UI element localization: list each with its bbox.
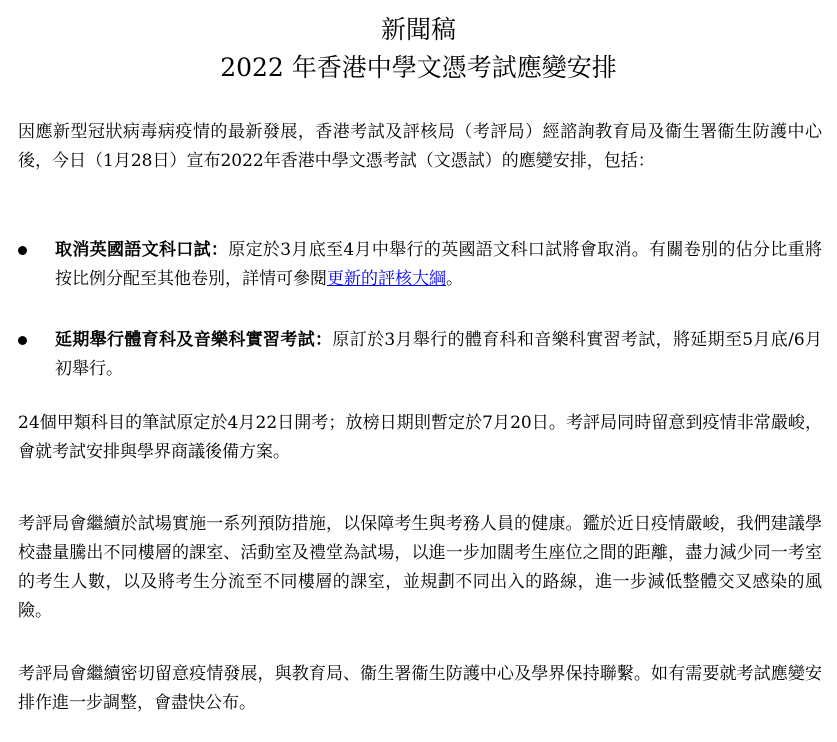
bullet-item-cancel-oral [18,236,822,294]
bullet-body-end: 。 [446,269,463,289]
bullet-heading: 延期舉行體育科及音樂科實習考試： [55,330,333,350]
bullet-body: 原訂於3月舉行的體育科和音樂科實習考試，將延期至5月底/6月初舉行。 [55,330,822,379]
bullet-heading: 取消英國語文科口試： [55,240,229,260]
bullet-body: 原定於3月底至4月中舉行的英國語文科口試將會取消。有關卷別的佔分比重將按比例分配至其他卷別，詳情可參閱 [55,240,822,289]
bullet-dot-icon [18,246,27,255]
bullet-dot-icon [18,336,27,345]
intro-paragraph: 因應新型冠狀病毒病疫情的最新發展，香港考試及評核局（考評局）經諮詢教育局及衞生署衞生防護中心後，今日（1月28日）宣布2022年香港中學文憑考試（文憑試）的應變安排，包括： [18,122,822,171]
bullet-text [55,236,822,294]
bullet-text [55,326,822,384]
paragraph-monitoring: 考評局會繼續密切留意疫情發展，與教育局、衞生署衞生防護中心及學界保持聯繫。如有需要就考試應變安排作進一步調整，會盡快公布。 [18,664,822,713]
bullet-item-postpone-practical [18,326,822,384]
updated-assessment-framework-link[interactable]: 更新的評核大綱 [327,269,446,289]
page-subtitle: 2022 年香港中學文憑考試應變安排 [220,53,617,82]
page-title: 新聞稿 [380,15,456,44]
paragraph-preventive-measures: 考評局會繼續於試場實施一系列預防措施，以保障考生與考務人員的健康。鑑於近日疫情嚴峻，我們建議學校盡量騰出不同樓層的課室、活動室及禮堂為試場，以進一步加闊考生座位之間的距離，盡力減少同一考室的考生人數，以及將考生分流至不同樓層的課室，並規劃不同出入的路線，進一步減低整體交叉感染的風險。 [18,514,822,621]
paragraph-exam-dates: 24個甲類科目的筆試原定於4月22日開考；放榜日期則暫定於7月20日。考評局同時留意到疫情非常嚴峻，會就考試安排與學界商議後備方案。 [18,413,822,462]
